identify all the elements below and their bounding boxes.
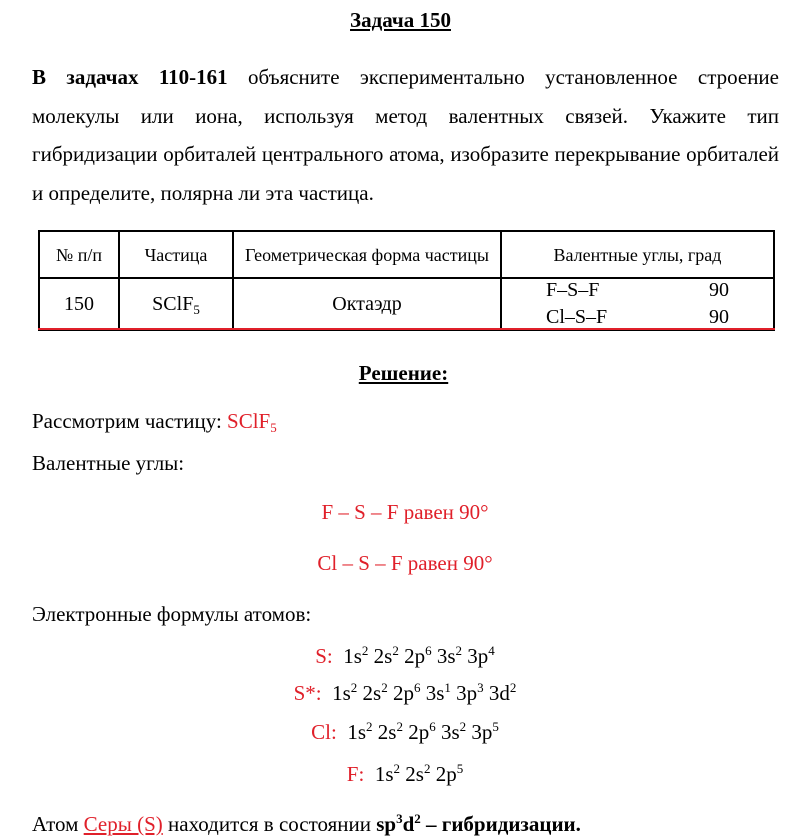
angle-line-1: F – S – F равен 90° bbox=[321, 500, 489, 524]
header-particle: Частица bbox=[119, 231, 233, 278]
page-title: Задача 150 bbox=[350, 8, 451, 32]
task-bold-prefix: В задачах 110-161 bbox=[32, 65, 228, 89]
cell-number: 150 bbox=[39, 278, 119, 330]
red-underline bbox=[38, 328, 775, 330]
formula-s: S: $1s^2$ $2s^2$ $2p^6$ $3s^2$ $3p^4$ bbox=[315, 643, 495, 668]
consider-line: Рассмотрим частицу: SClF$_5$ bbox=[32, 409, 277, 435]
angle2-value: 90 bbox=[709, 306, 729, 328]
solution-heading: Решение: bbox=[358, 361, 449, 385]
valence-angles-label: Валентные углы: bbox=[32, 451, 185, 475]
header-number: № п/п bbox=[39, 231, 119, 278]
task-text: объясните экспериментально установленное строение молекулы или иона, используя метод валентных связей. Укажите тип гибридизации орбиталей центрального атома, изобразите перекрывание орбиталей и определите, полярна ли эта частица. bbox=[32, 65, 779, 205]
header-shape: Геометрическая форма частицы bbox=[233, 231, 501, 278]
bottom-line: Атом Серы (S) находится в состоянии $sp^3d^2$ – гибридизации. bbox=[32, 811, 581, 836]
angle2-name: Cl–S–F bbox=[546, 306, 608, 328]
angle1-value: 90 bbox=[709, 279, 729, 301]
angle-line-2: Cl – S – F равен 90° bbox=[317, 551, 493, 575]
table-row bbox=[39, 278, 774, 330]
task-table bbox=[38, 230, 775, 331]
cell-particle: SClF$_5$ bbox=[119, 278, 233, 330]
cell-shape: Октаэдр bbox=[233, 278, 501, 330]
formula-cl: Cl: $1s^2$ $2s^2$ $2p^6$ $3s^2$ $3p^5$ bbox=[311, 719, 499, 744]
header-angles: Валентные углы, град bbox=[501, 231, 774, 278]
angle1-name: F–S–F bbox=[546, 279, 600, 301]
task-statement bbox=[32, 58, 779, 212]
formula-f: F: $1s^2$ $2s^2$ $2p^5$ bbox=[346, 761, 464, 786]
electronic-label: Электронные формулы атомов: bbox=[32, 602, 312, 626]
formula-s-star: S*: $1s^2$ $2s^2$ $2p^6$ $3s^1$ $3p^3$ $3d^2$ bbox=[293, 680, 517, 705]
cell-angles bbox=[501, 278, 774, 330]
